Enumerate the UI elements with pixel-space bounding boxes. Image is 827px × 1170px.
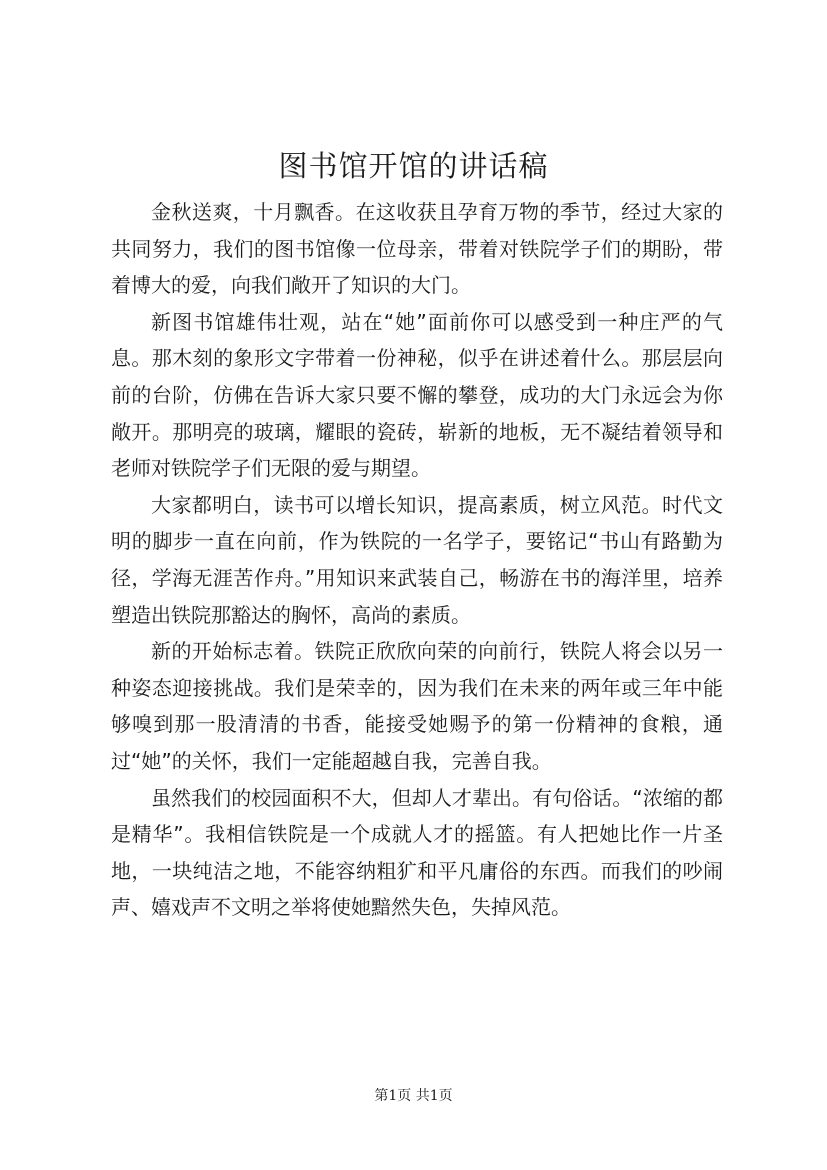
paragraph: 虽然我们的校园面积不大，但却人才辈出。有句俗话。“浓缩的都是精华”。我相信铁院是一个成就人才的摇篮。有人把她比作一片圣地，一块纯洁之地，不能容纳粗犷和平凡庸俗的东西。而我们的吵闹声、嬉戏声不文明之举将使她黯然失色，失掉风范。 [111,785,723,920]
document-title: 图书馆开馆的讲话稿 [278,149,549,183]
page-footer: 第1页 共1页 [374,1088,453,1104]
paragraph: 大家都明白，读书可以增长知识，提高素质，树立风范。时代文明的脚步一直在向前，作为铁院的一名学子，要铭记“书山有路勤为径，学海无涯苦作舟。”用知识来武装自己，畅游在书的海洋里，培养塑造出铁院那豁达的胸怀，高尚的素质。 [111,492,723,627]
document-body [111,194,723,926]
paragraph: 新的开始标志着。铁院正欣欣向荣的向前行，铁院人将会以另一种姿态迎接挑战。我们是荣幸的，因为我们在未来的两年或三年中能够嗅到那一股清清的书香，能接受她赐予的第一份精神的食粮，通过“她”的关怀，我们一定能超越自我，完善自我。 [111,639,723,773]
paragraph: 新图书馆雄伟壮观，站在“她”面前你可以感受到一种庄严的气息。那木刻的象形文字带着一份神秘，似乎在讲述着什么。那层层向前的台阶，仿佛在告诉大家只要不懈的攀登，成功的大门永远会为你敞开。那明亮的玻璃，耀眼的瓷砖，崭新的地板，无不凝结着领导和老师对铁院学子们无限的爱与期望。 [111,309,723,481]
paragraph: 金秋送爽，十月飘香。在这收获且孕育万物的季节，经过大家的共同努力，我们的图书馆像一位母亲，带着对铁院学子们的期盼，带着博大的爱，向我们敞开了知识的大门。 [111,200,723,298]
